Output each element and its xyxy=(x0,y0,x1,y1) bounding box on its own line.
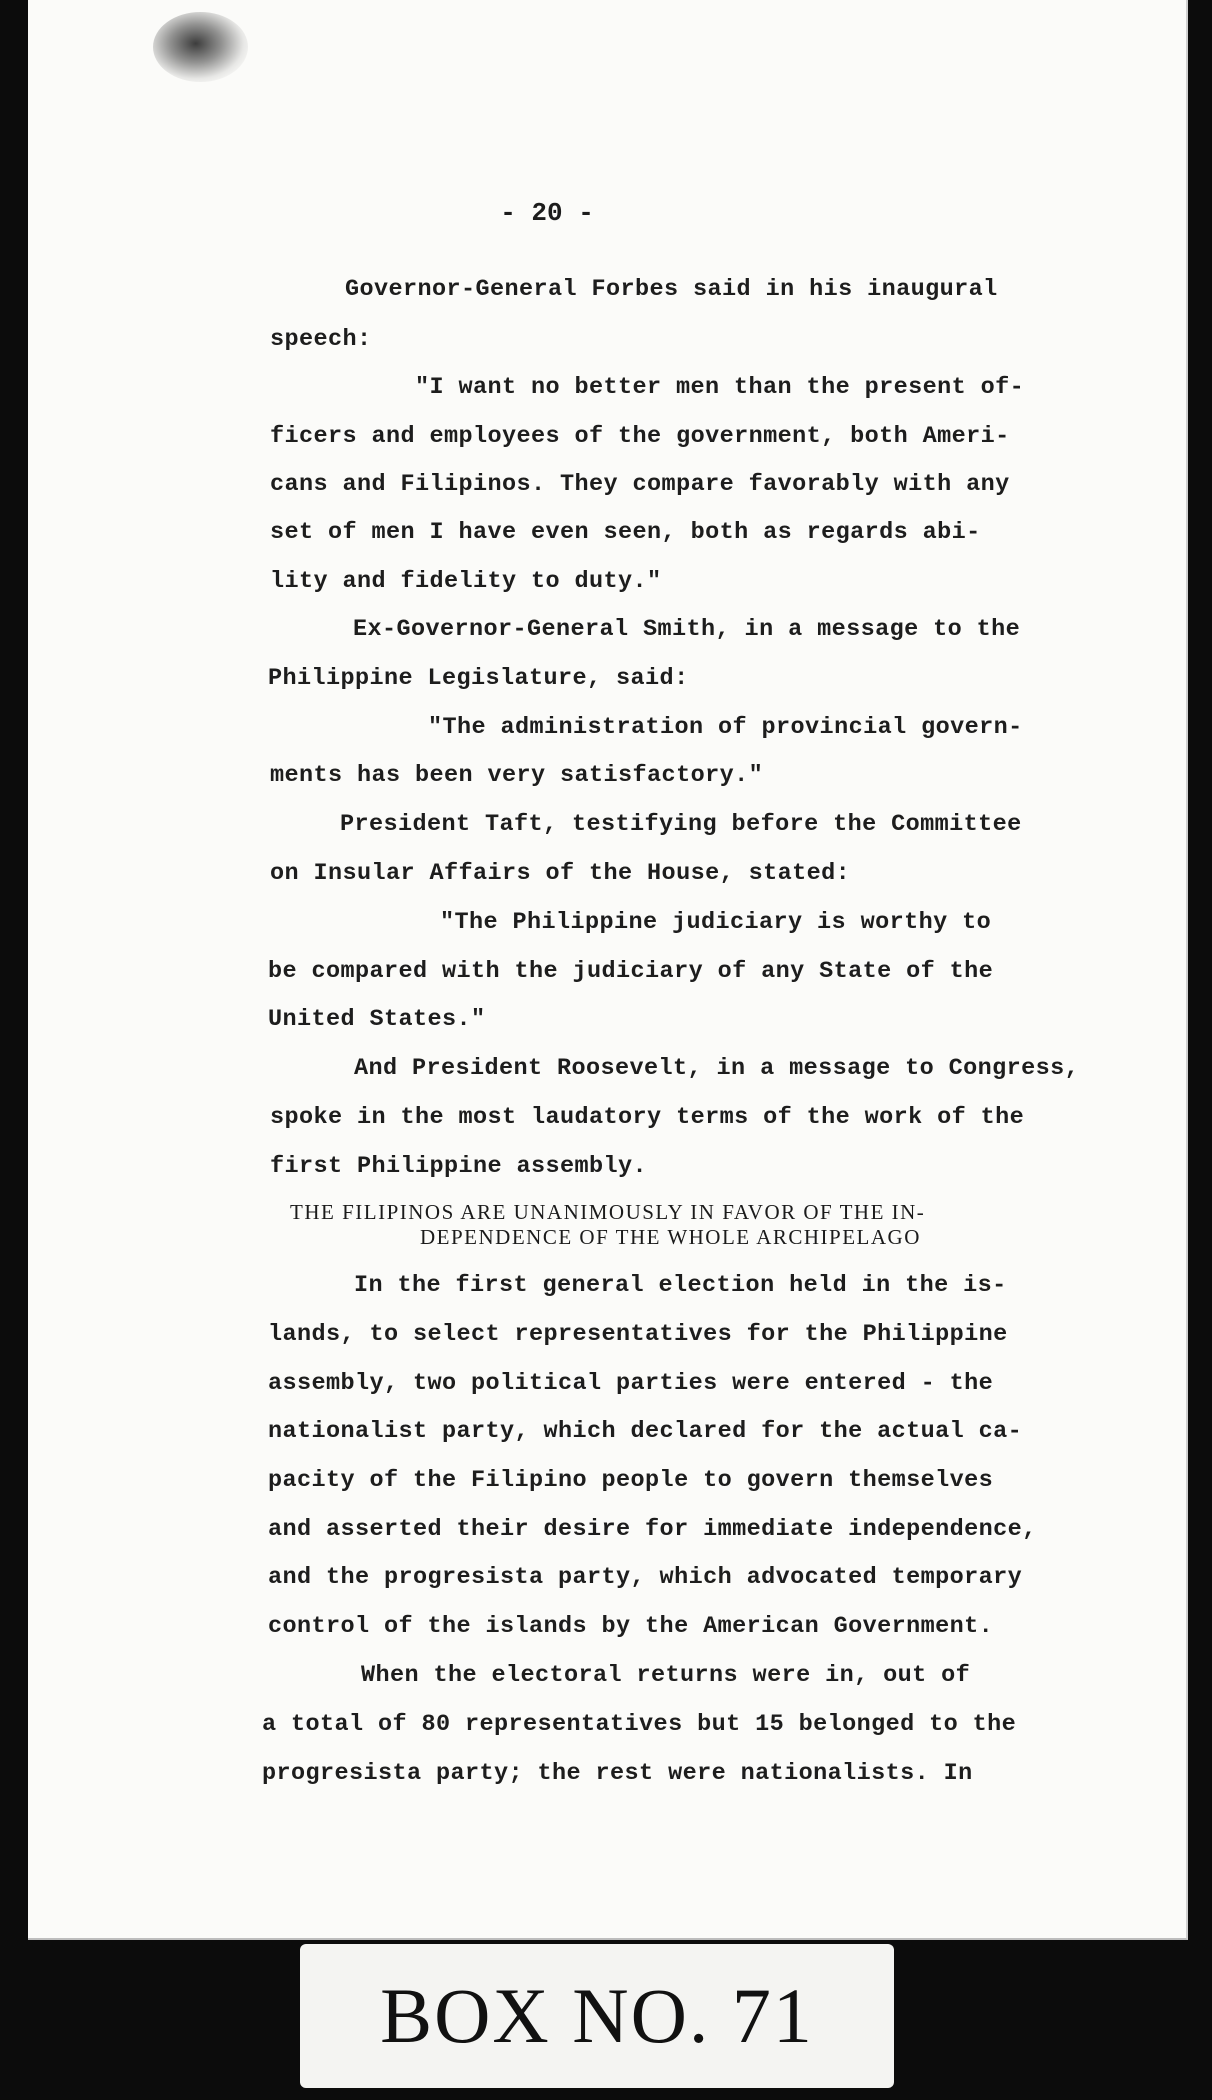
text-line: "The Philippine judiciary is worthy to xyxy=(440,909,992,936)
text-line: When the electoral returns were in, out of xyxy=(361,1662,971,1689)
text-line: be compared with the judiciary of any State of the xyxy=(268,958,994,985)
text-line: In the first general election held in the is- xyxy=(354,1272,1007,1299)
text-line: Philippine Legislature, said: xyxy=(268,665,689,692)
text-line: set of men I have even seen, both as regards abi- xyxy=(270,519,981,546)
ink-smudge xyxy=(153,12,248,82)
page-number: - 20 - xyxy=(500,198,594,228)
text-line: "I want no better men than the present of- xyxy=(415,374,1025,401)
archive-box-label xyxy=(300,1944,894,2088)
text-line: on Insular Affairs of the House, stated: xyxy=(270,860,851,887)
text-line: President Taft, testifying before the Committee xyxy=(340,811,1022,838)
section-heading-line: THE FILIPINOS ARE UNANIMOUSLY IN FAVOR OF THE IN- xyxy=(290,1200,926,1224)
text-line: nationalist party, which declared for the actual ca- xyxy=(268,1418,1023,1445)
document-page xyxy=(28,0,1188,1940)
text-line: pacity of the Filipino people to govern themselves xyxy=(268,1467,994,1494)
text-line: Governor-General Forbes said in his inaugural xyxy=(345,276,998,303)
text-line: and asserted their desire for immediate independence, xyxy=(268,1516,1037,1543)
text-line: a total of 80 representatives but 15 belonged to the xyxy=(262,1711,1017,1738)
box-number-label: BOX NO. 71 xyxy=(380,1972,814,2059)
text-line: Ex-Governor-General Smith, in a message to the xyxy=(353,616,1021,643)
text-line: ficers and employees of the government, both Ameri- xyxy=(270,423,1010,450)
text-line: speech: xyxy=(270,326,372,353)
text-line: And President Roosevelt, in a message to Congress, xyxy=(354,1055,1080,1082)
text-line: progresista party; the rest were nationalists. In xyxy=(262,1760,973,1787)
text-line: lity and fidelity to duty." xyxy=(270,568,662,595)
text-line: "The administration of provincial govern- xyxy=(428,714,1023,741)
text-line: United States." xyxy=(268,1006,486,1033)
text-line: and the progresista party, which advocated temporary xyxy=(268,1564,1023,1591)
text-line: ments has been very satisfactory." xyxy=(270,762,764,789)
text-line: spoke in the most laudatory terms of the work of the xyxy=(270,1104,1025,1131)
text-line: control of the islands by the American Government. xyxy=(268,1613,994,1640)
text-line: first Philippine assembly. xyxy=(270,1153,648,1180)
text-line: lands, to select representatives for the Philippine xyxy=(268,1321,1008,1348)
text-line: assembly, two political parties were entered - the xyxy=(268,1370,994,1397)
text-line: cans and Filipinos. They compare favorably with any xyxy=(270,471,1010,498)
section-heading-line: DEPENDENCE OF THE WHOLE ARCHIPELAGO xyxy=(420,1225,921,1249)
